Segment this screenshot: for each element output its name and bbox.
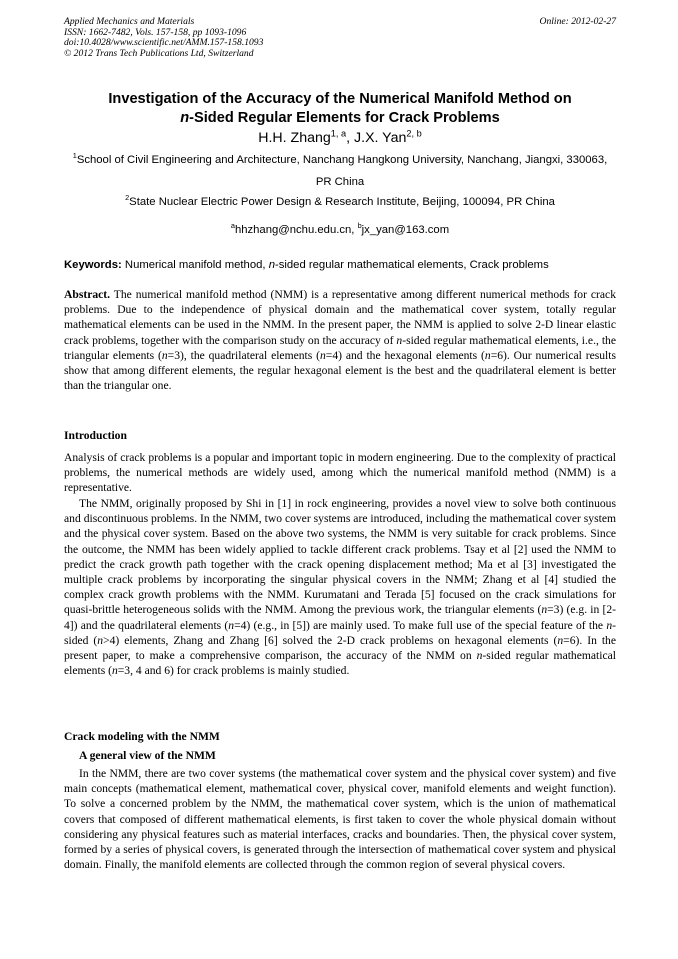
title-line-1: Investigation of the Accuracy of the Numerical Manifold Method on [108,91,572,107]
keywords-label: Keywords: [64,259,122,271]
nmm-overview-paragraph: In the NMM, there are two cover systems (the mathematical cover system and the physical cover system) and five main concepts (mathematical element, mathematical cover, physical cover, manifold elements and weight function). To solve a concerned problem by the NMM, the mathematical cover system, which is the union of mathematical covers that composed of different mathematical elements, is first taken to cover the whole physical domain without considering any physical features such as material interfaces, cracks and boundaries. Then, the physical cover system, formed by a series of physical covers, is generated through the intersection of mathematical cover system and physical domain. Finally, the manifold elements are collected through the common region of several physical covers. [64,767,616,872]
author-2: J.X. Yan [354,130,407,146]
nmm-overview-subheading: A general view of the NMM [79,749,216,762]
affiliation-2: $^2$State Nuclear Electric Power Design & Research Institute, Beijing, 100094, PR China [125,193,555,208]
title-line-2: n-Sided Regular Elements for Crack Problems [180,110,500,126]
crack-modeling-heading: Crack modeling with the NMM [64,730,220,743]
introduction-paragraph-1: Analysis of crack problems is a popular and important topic in modern engineering. Due to the complexity of practical problems, the numerical methods are widely used, among which the numerical manifold method (NMM) is a representative. [64,451,616,495]
copyright-line: © 2012 Trans Tech Publications Ltd, Switzerland [64,47,254,59]
keywords: Keywords: Numerical manifold method, n-sided regular mathematical elements, Crack problems [64,259,549,271]
abstract: Abstract. The numerical manifold method (NMM) is a representative among different numerical methods for crack problems. Due to the independence of physical domain and the mathematical cover system, totally regular mathematical elements can be used in the NMM. In the present paper, the NMM is applied to solve 2-D linear elastic crack problems, together with the comparison study on the accuracy of n-sided regular mathematical elements, i.e., the triangular elements (n=3), the quadrilateral elements (n=4) and the hexagonal elements (n=6). Our numerical results show that among different elements, the regular hexagonal element is the best and the quadrilateral element is better than the triangular one. [64,288,617,393]
issn-line: ISSN: 1662-7482, Vols. 157-158, pp 1093-1096 [64,26,247,38]
affiliation-1: $^1$School of Civil Engineering and Architecture, Nanchang Hangkong University, Nanchang, Jiangxi, 330063, PR China [72,151,608,188]
online-date: Online: 2012-02-27 [539,16,616,27]
introduction-heading: Introduction [64,429,127,442]
paper-title [64,90,616,128]
author-list: H.H. Zhang$^{1, a}$, J.X. Yan$^{2, b}$ [258,128,422,146]
journal-name: Applied Mechanics and Materials [64,16,195,27]
author-1: H.H. Zhang [258,130,331,146]
author-emails: $^a$hhzhang@nchu.edu.cn, $^b$jx_yan@163.com [230,221,450,236]
doi-line: doi:10.4028/www.scientific.net/AMM.157-158.1093 [64,37,264,49]
introduction-paragraph-2: The NMM, originally proposed by Shi in [1] in rock engineering, provides a novel view to solve both continuous and discontinuous problems. In the NMM, two cover systems are introduced, including the mathematical cover system and the physical cover system. Based on the above two systems, the NMM is very suitable for crack problems. Since the outcome, the NMM has been widely applied to tackle different crack problems. Tsay et al [2] used the NMM to predict the crack growth path together with the crack opening displacement method; Ma et al [3] investigated the multiple crack problems by incorporating the singular physical covers in the NMM; Zhang et al [4] studied the complex crack growth problems with the NMM. Kurumatani and Terada [5] focused on the crack simulations for quasi-brittle heterogeneous solids with the NMM. Among the previous work, the triangular elements (n=3) (e.g. in [2-4]) and the quadrilateral elements (n=4) (e.g., in [5]) are mainly used. To make full use of the special feature of the n-sided (n>4) elements, Zhang and Zhang [6] solved the 2-D crack problems on hexagonal elements (n=6). In the present paper, to make a comprehensive comparison, the accuracy of the NMM on n-sided regular mathematical elements (n=3, 4 and 6) for crack problems is mainly studied. [64,497,617,678]
abstract-label: Abstract. [64,288,111,301]
journal-header [64,17,616,59]
